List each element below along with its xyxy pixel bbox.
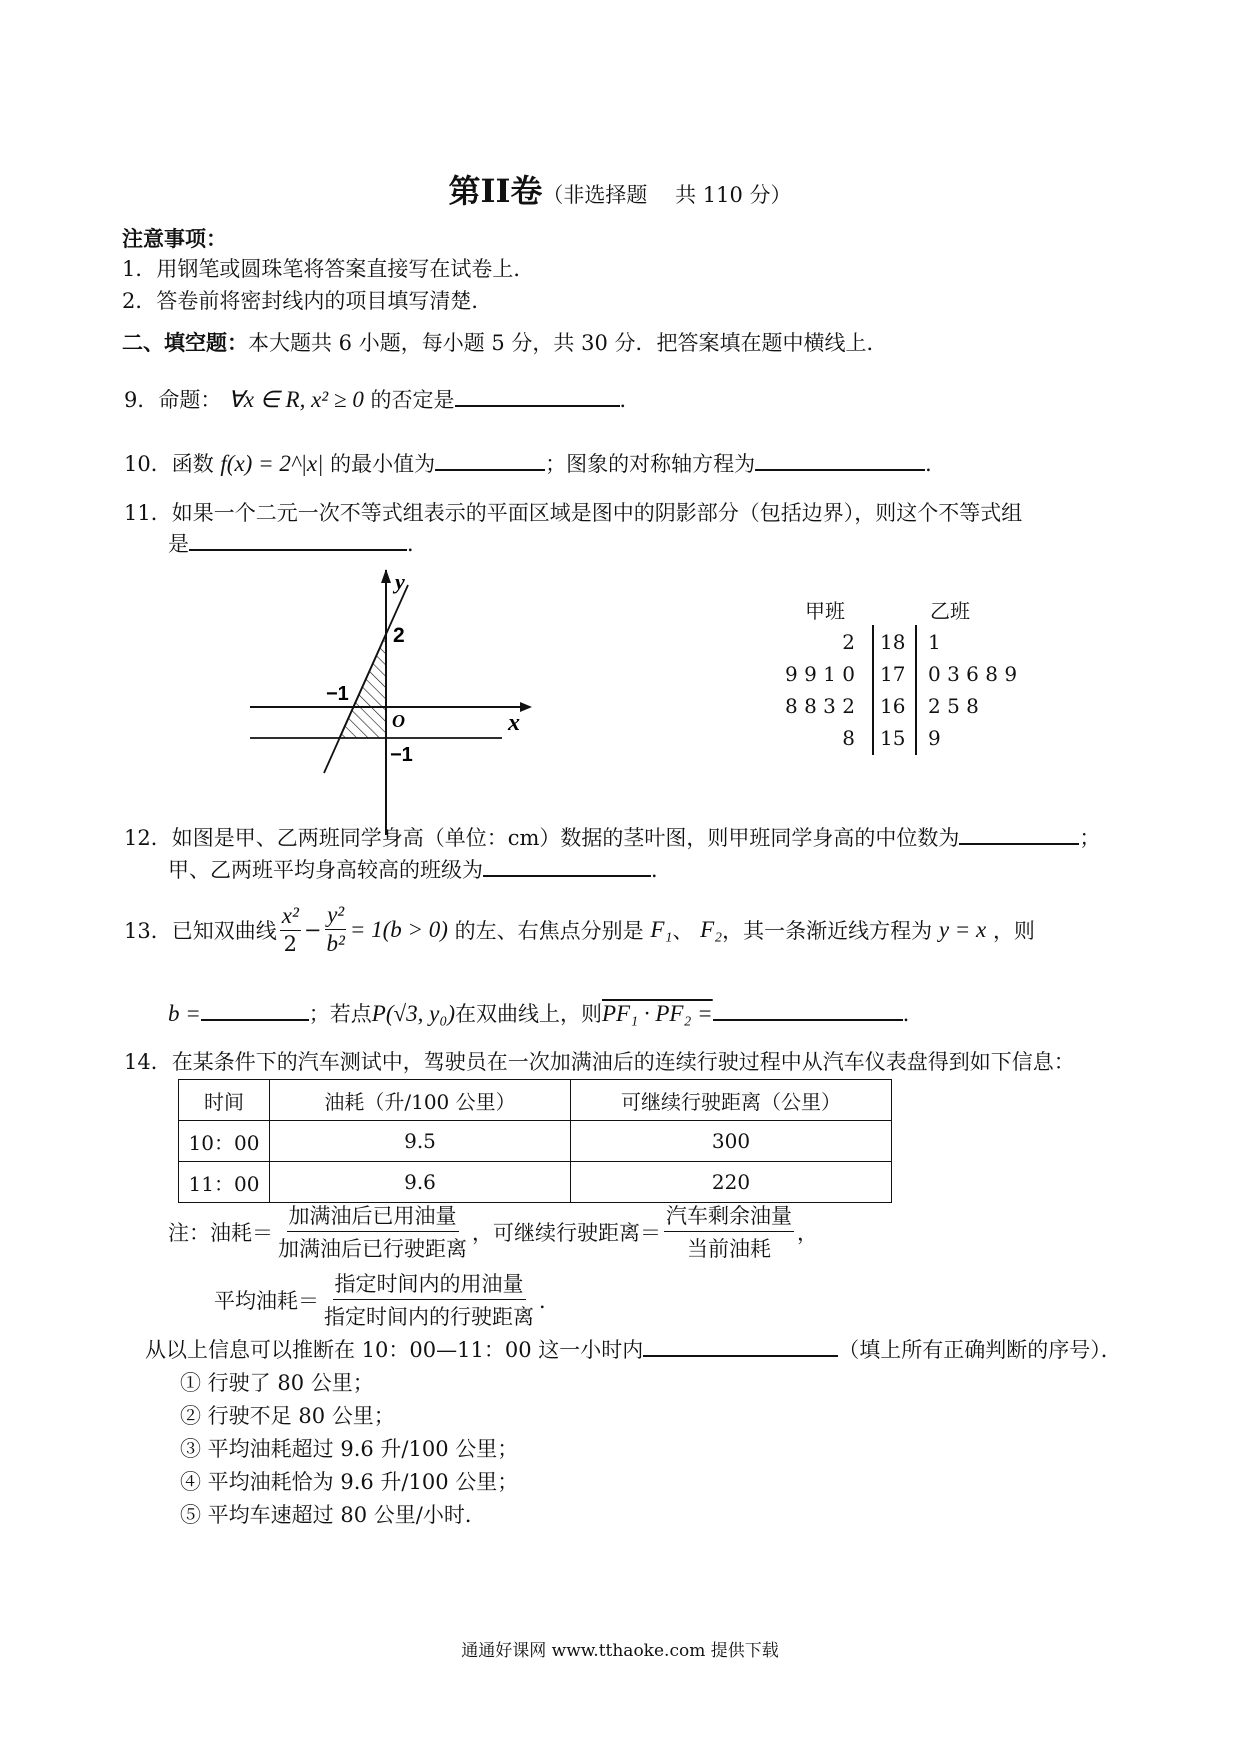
q13-f1: F₁ <box>650 916 673 942</box>
q9-prefix: 命题： <box>158 388 222 412</box>
question-12-line2 <box>168 854 672 884</box>
stemleaf-divider-left <box>872 625 874 755</box>
title-main: 第II卷 <box>448 172 543 210</box>
stemleaf-stem-0: 18 <box>880 630 906 654</box>
q11-text: 如果一个二元一次不等式组表示的平面区域是图中的阴影部分（包括边界），则这个不等式组 <box>171 501 1023 525</box>
question-10 <box>124 448 946 478</box>
note-label: 注： <box>168 1220 210 1245</box>
note3-frac <box>322 1268 536 1331</box>
y-axis-arrow <box>381 569 391 583</box>
note2-frac <box>664 1200 794 1263</box>
table-cell: 300 <box>571 1121 892 1162</box>
note3-lhs: 平均油耗＝ <box>214 1288 319 1313</box>
q13-frac-y-den: b² <box>326 931 345 956</box>
section-label: 二、填空题： <box>122 330 248 355</box>
y-label: y <box>395 569 405 594</box>
q13-p3: ，其一条渐近线方程为 <box>722 918 933 943</box>
q10-part1: 的最小值为 <box>330 452 436 476</box>
q13-p5: ；若点 <box>308 1002 372 1026</box>
stemleaf-stem-3: 15 <box>880 726 906 750</box>
q13-frac-x <box>280 903 301 956</box>
q14-infer-end: （填上所有正确判断的序号）． <box>838 1338 1122 1362</box>
q12-class-blank[interactable] <box>483 857 651 877</box>
question-13-line1: 13． 已知双曲线 $\frac{\text{x²}}{2}$ − $\frac{\text{y²}}{\text{b²}}$ = 1(b > 0) 的左、右焦点分别是 F₁ 、 F₂ ，其一条渐近线方程为 y = x ，则 <box>124 902 1035 956</box>
q13-p6: 在双曲线上，则 <box>454 1002 602 1026</box>
table-row <box>179 1162 892 1203</box>
q13-f2: F₂ <box>700 916 723 942</box>
q12-sep: ； <box>1079 826 1101 850</box>
note1-den: 加满油后已行驶距离 <box>278 1237 467 1261</box>
table-header: 时间 <box>179 1080 270 1121</box>
note1-lhs: 油耗＝ <box>210 1220 273 1245</box>
q14-option-5: ⑤ 平均车速超过 80 公里/小时． <box>180 1503 486 1527</box>
stemleaf-left-2: 8 8 3 2 <box>785 694 855 718</box>
stemleaf-right-3: 9 <box>928 726 941 750</box>
q11-answer-blank[interactable] <box>189 531 407 551</box>
note2-den: 当前油耗 <box>687 1237 771 1261</box>
q14-option-1: ① 行驶了 80 公里； <box>180 1371 374 1395</box>
q13-b-blank[interactable] <box>201 1001 309 1021</box>
stemleaf-stem-2: 16 <box>880 694 906 718</box>
note3-num: 指定时间内的用油量 <box>333 1268 526 1300</box>
table-cell: 220 <box>571 1162 892 1203</box>
q10-number: 10． <box>124 452 172 476</box>
fuel-table <box>178 1079 892 1203</box>
question-11-line2 <box>168 528 428 558</box>
question-9 <box>124 384 641 414</box>
label-neg1-y: −1 <box>390 744 413 766</box>
q13-rhs: = 1(b > 0) <box>349 916 448 942</box>
page-title <box>0 166 1240 212</box>
stemleaf-divider-right <box>915 625 917 755</box>
q13-frac-x-num: x² <box>280 903 301 931</box>
q14-number: 14． <box>124 1050 172 1074</box>
note1-frac <box>276 1200 469 1263</box>
stemleaf-right-0: 1 <box>928 630 941 654</box>
stemleaf-left-3: 8 <box>842 726 855 750</box>
q14-infer: 从以上信息可以推断在 10：00—11：00 这一小时内 <box>145 1338 644 1362</box>
note2-end: ， <box>797 1220 818 1245</box>
q13-asymptote: y = x <box>938 916 987 942</box>
q14-option-2: ② 行驶不足 80 公里； <box>180 1404 395 1428</box>
section-heading <box>122 327 888 357</box>
question-13-line2 <box>168 998 924 1028</box>
question-14-intro <box>124 1046 1075 1076</box>
q13-p4: ，则 <box>992 918 1035 943</box>
stemleaf-right-2: 2 5 8 <box>928 694 979 718</box>
table-cell: 11：00 <box>179 1162 270 1203</box>
q10-axis-blank[interactable] <box>755 451 925 471</box>
footer: 通通好课网 www.tthaoke.com 提供下载 <box>461 1641 779 1661</box>
q14-answer-blank[interactable] <box>643 1337 838 1357</box>
q12-median-blank[interactable] <box>959 825 1079 845</box>
note1-num: 加满油后已用油量 <box>287 1200 459 1232</box>
q14-note-line1 <box>168 1200 818 1263</box>
stemleaf-right-1: 0 3 6 8 9 <box>928 662 1018 686</box>
question-12-line1 <box>124 822 1100 852</box>
notice-item-2: 2．答卷前将密封线内的项目填写清楚． <box>122 289 493 313</box>
q12-number: 12． <box>124 826 172 850</box>
q10-prefix: 函数 <box>171 452 214 476</box>
q10-math: f(x) = 2^|x| <box>220 451 324 476</box>
q13-number: 13． <box>124 918 172 943</box>
question-11-line1 <box>124 497 1022 527</box>
q9-math: ∀x ∈ R, x² ≥ 0 <box>228 387 364 412</box>
stemleaf-head-left: 甲班 <box>805 599 845 623</box>
q12-text: 如图是甲、乙两班同学身高（单位：cm）数据的茎叶图，则甲班同学身高的中位数为 <box>171 826 960 850</box>
table-row <box>179 1121 892 1162</box>
q13-frac-y-num: y² <box>325 902 346 930</box>
q13-frac-y <box>324 902 346 957</box>
q13-b-eq: b = <box>168 1001 201 1026</box>
q13-end: ． <box>902 1002 924 1026</box>
stemleaf-head-right: 乙班 <box>930 599 970 623</box>
q11-end: ． <box>407 532 428 556</box>
q14-note-line2 <box>214 1268 560 1331</box>
stemleaf-left-0: 2 <box>842 630 855 654</box>
note3-end: ． <box>539 1288 560 1313</box>
notice-heading: 注意事项： <box>122 226 227 251</box>
q10-min-blank[interactable] <box>435 451 545 471</box>
table-header-row <box>179 1080 892 1121</box>
q12-line2: 甲、乙两班平均身高较高的班级为 <box>168 858 483 882</box>
q13-dot-product: PF₁ · PF₂ = <box>601 1001 713 1026</box>
q12-end: ． <box>651 858 672 882</box>
table-header: 可继续行驶距离（公里） <box>571 1080 892 1121</box>
q13-point: P(√3, y₀) <box>371 1001 455 1026</box>
q14-option-3: ③ 平均油耗超过 9.6 升/100 公里； <box>180 1437 519 1461</box>
label-neg1-x: −1 <box>326 683 349 705</box>
table-cell: 10：00 <box>179 1121 270 1162</box>
q9-suffix: 的否定是 <box>370 388 455 412</box>
q9-answer-blank[interactable] <box>455 387 620 407</box>
q14-option-4: ④ 平均油耗恰为 9.6 升/100 公里； <box>180 1470 519 1494</box>
origin-label: O <box>392 711 405 731</box>
q9-number: 9． <box>124 388 159 412</box>
note2-num: 汽车剩余油量 <box>664 1200 794 1232</box>
q11-line2: 是 <box>168 532 189 556</box>
table-cell: 9.5 <box>270 1121 571 1162</box>
stemleaf-stem-1: 17 <box>880 662 906 686</box>
x-label: x <box>508 710 520 736</box>
section-text: 本大题共 6 小题，每小题 5 分，共 30 分．把答案填在题中横线上． <box>248 331 888 355</box>
q13-p2: 的左、右焦点分别是 <box>454 918 644 943</box>
q14-intro: 在某条件下的汽车测试中，驾驶员在一次加满油后的连续行驶过程中从汽车仪表盘得到如下信息： <box>171 1050 1075 1074</box>
q14-inference <box>145 1334 1122 1364</box>
region-graph <box>240 565 540 840</box>
q13-frac-x-den: 2 <box>283 932 297 956</box>
q11-number: 11． <box>124 501 172 525</box>
title-sub: （非选择题 共 110 分） <box>542 183 792 207</box>
label-2: 2 <box>393 624 405 647</box>
table-cell: 9.6 <box>270 1162 571 1203</box>
q13-comma: 、 <box>672 918 694 943</box>
x-axis-arrow <box>520 702 532 712</box>
table-header: 油耗（升/100 公里） <box>270 1080 571 1121</box>
q10-end: ． <box>925 452 947 476</box>
q9-end: ． <box>619 388 641 412</box>
note3-den: 指定时间内的行驶距离 <box>324 1305 534 1329</box>
q10-sep: ；图象的对称轴方程为 <box>545 452 756 476</box>
stemleaf-left-1: 9 9 1 0 <box>785 662 855 686</box>
notice-item-1: 1．用钢笔或圆珠笔将答案直接写在试卷上． <box>122 257 535 281</box>
note2-lhs: ，可继续行驶距离＝ <box>472 1220 661 1245</box>
q13-dot-blank[interactable] <box>713 1001 903 1021</box>
q13-p1: 已知双曲线 <box>171 918 277 943</box>
